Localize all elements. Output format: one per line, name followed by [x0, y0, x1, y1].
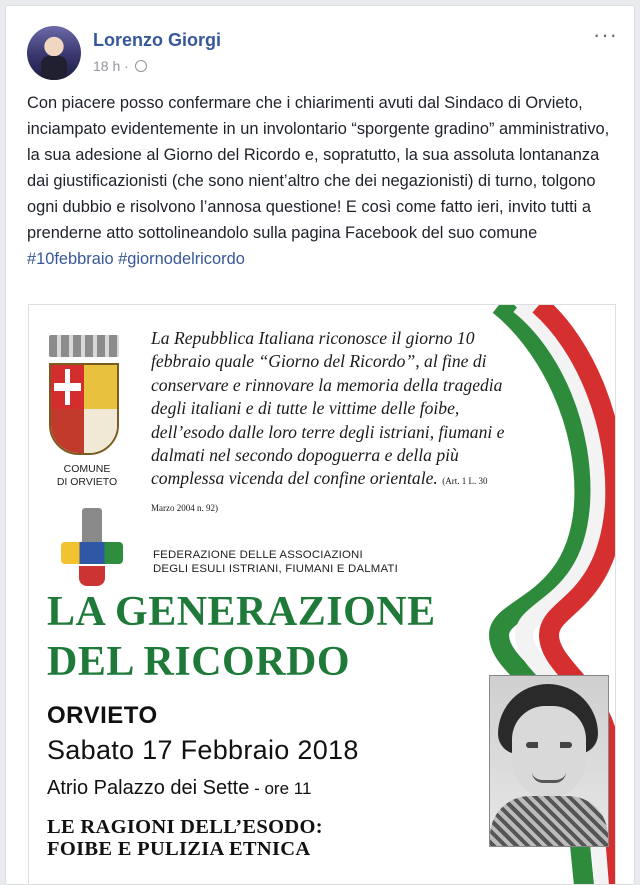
event-subtitle-line-2: FOIBE E PULIZIA ETNICA	[47, 838, 311, 860]
post-time[interactable]: 18 h ·	[93, 58, 129, 74]
post-body: Con piacere posso confermare che i chiarimenti avuti dal Sindaco di Orvieto, inciampato evidentemente in un involontario “sporgente gradino” amministrativo, la sua adesione al Giorno del Ricordo e, sopratutto, la sua assoluta lontananza dai giustificazionisti (che sono nient’altro che dei negazionisti) di turno, tolgono ogni dubbio e risolvono l’annosa questione! E così come fatto ieri, invito tutti a prenderne atto sottolineandolo sulla pagina Facebook del suo comune	[27, 94, 610, 242]
hashtag-10febbraio[interactable]: #10febbraio	[27, 250, 114, 268]
portrait-photo	[489, 675, 609, 847]
flyer-title-line-1: LA GENERAZIONE	[47, 589, 436, 635]
flyer-image[interactable]	[28, 304, 616, 885]
federation-line-1: FEDERAZIONE DELLE ASSOCIAZIONI	[153, 549, 363, 561]
more-options-icon[interactable]: ···	[593, 22, 618, 47]
law-quote-text: La Repubblica Italiana riconosce il giorno 10 febbraio quale “Giorno del Ricordo”, al fine di conservare e rinnovare la memoria della tragedia degli italiani e di tutte le vittime delle foibe, dell’esodo dalle loro terre degli istriani, fiumani e dalmati nel secondo dopoguerra e della più complessa vicenda del confine orientale.	[151, 328, 505, 489]
event-city: ORVIETO	[47, 702, 158, 729]
event-venue: Atrio Palazzo dei Sette	[47, 777, 250, 799]
crest-shield	[49, 363, 119, 455]
event-place	[47, 777, 311, 800]
globe-icon	[135, 60, 147, 72]
crest-crown	[49, 335, 119, 357]
crest-label-line-1: COMUNE	[63, 463, 111, 475]
flyer-title-line-2: DEL RICORDO	[47, 639, 351, 685]
law-reference: (Art. 1 L. 30 Marzo 2004 n. 92)	[151, 476, 488, 513]
post-text	[27, 90, 623, 272]
federation-name	[153, 548, 398, 576]
author-name[interactable]: Lorenzo Giorgi	[93, 30, 221, 50]
federation-line-2: DEGLI ESULI ISTRIANI, FIUMANI E DALMATI	[153, 563, 398, 575]
event-time: - ore 11	[249, 779, 312, 798]
crest-label	[47, 463, 127, 489]
federation-crest	[57, 508, 127, 586]
orvieto-crest	[49, 335, 119, 455]
event-subtitle	[47, 816, 323, 860]
hashtags	[27, 250, 245, 268]
event-date: Sabato 17 Febbraio 2018	[47, 735, 359, 765]
crest-label-line-2: DI ORVIETO	[56, 476, 118, 488]
author-avatar[interactable]	[27, 26, 81, 80]
avatar-figure	[41, 56, 67, 80]
post-card	[5, 5, 635, 885]
law-quote	[151, 327, 511, 520]
event-subtitle-line-1: LE RAGIONI DELL’ESODO:	[47, 816, 323, 838]
hashtag-giornodelricordo[interactable]: #giornodelricordo	[118, 250, 245, 268]
post-meta	[93, 58, 147, 74]
